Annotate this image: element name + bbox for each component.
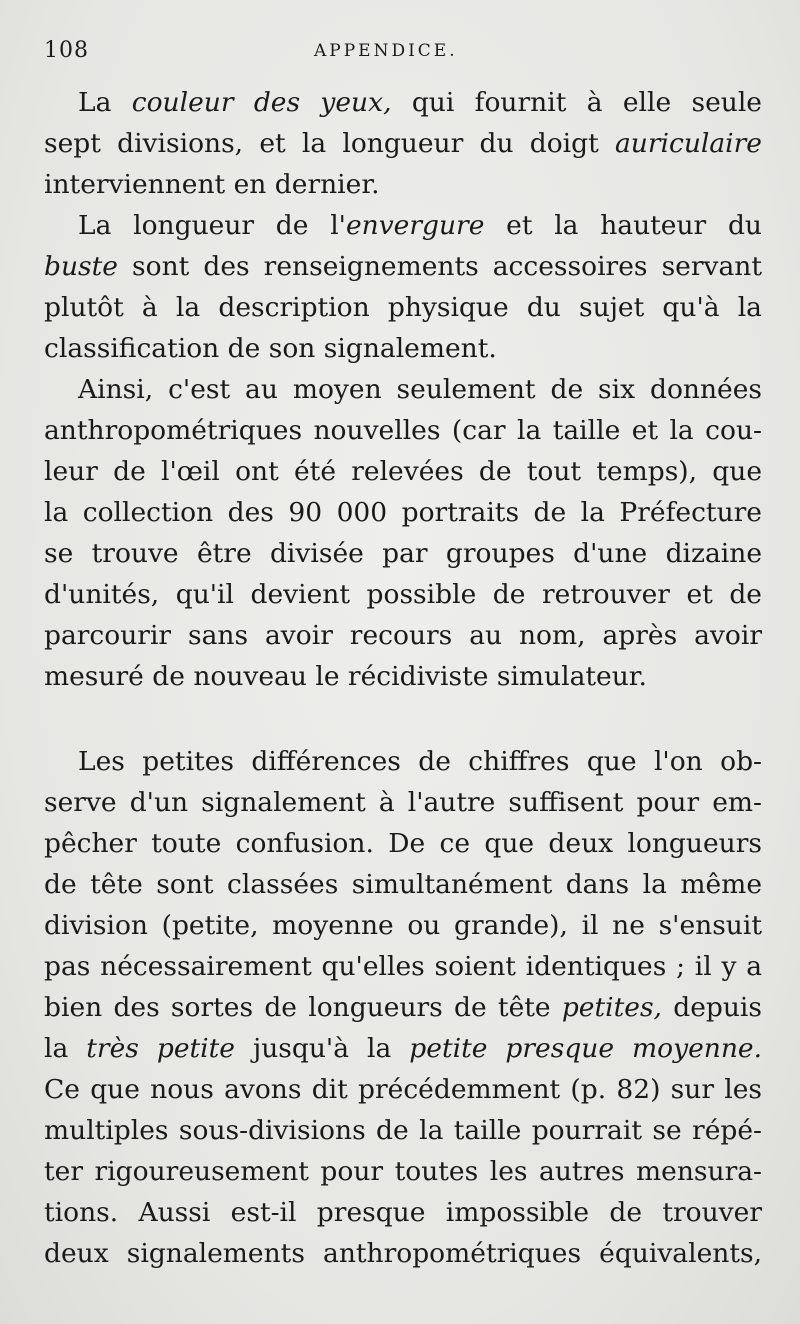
- text-line: la collection des 90 000 portraits de la Préfecture: [44, 497, 762, 528]
- text-line: buste sont des renseignements accessoires servant: [44, 251, 762, 282]
- text-line: Ce que nous avons dit précédemment (p. 82) sur les: [44, 1074, 762, 1105]
- text-line: se trouve être divisée par groupes d'une dizaine: [44, 538, 762, 569]
- text-line: classification de son signalement.: [44, 333, 497, 364]
- text-line: division (petite, moyenne ou grande), il ne s'ensuit: [44, 910, 762, 941]
- paragraph: [44, 741, 762, 1274]
- text-line: serve d'un signalement à l'autre suffisent pour em-: [44, 787, 762, 818]
- paragraph: [44, 82, 762, 205]
- text-line: d'unités, qu'il devient possible de retrouver et de: [44, 579, 762, 610]
- text-line: ter rigoureusement pour toutes les autres mensura-: [44, 1156, 762, 1187]
- text-line: parcourir sans avoir recours au nom, après avoir: [44, 620, 762, 651]
- text-line: de tête sont classées simultanément dans la même: [44, 869, 762, 900]
- text-line: La couleur des yeux, qui fournit à elle seule: [78, 87, 762, 118]
- page-number: 108: [44, 38, 89, 63]
- text-line: sept divisions, et la longueur du doigt auriculaire: [44, 128, 762, 159]
- body-text: [44, 82, 762, 1274]
- text-line: leur de l'œil ont été relevées de tout temps), que: [44, 456, 762, 487]
- text-line: deux signalements anthropométriques équivalents,: [44, 1238, 762, 1269]
- text-line: pêcher toute confusion. De ce que deux longueurs: [44, 828, 762, 859]
- text-line: la très petite jusqu'à la petite presque moyenne.: [44, 1033, 763, 1064]
- text-line: interviennent en dernier.: [44, 169, 380, 200]
- paragraph: [44, 369, 762, 697]
- paragraph: [44, 205, 762, 369]
- text-line: anthropométriques nouvelles (car la taille et la cou-: [44, 415, 762, 446]
- running-title: APPENDICE.: [314, 41, 458, 61]
- text-line: La longueur de l'envergure et la hauteur du: [78, 210, 762, 241]
- text-line: multiples sous-divisions de la taille pourrait se répé-: [44, 1115, 762, 1146]
- text-line: pas nécessairement qu'elles soient identiques ; il y a: [44, 951, 762, 982]
- running-head: [44, 38, 764, 68]
- section-gap: [44, 697, 762, 741]
- text-line: plutôt à la description physique du sujet qu'à la: [44, 292, 762, 323]
- text-line: Les petites différences de chiffres que l'on ob-: [78, 746, 762, 777]
- text-line: Ainsi, c'est au moyen seulement de six données: [78, 374, 762, 405]
- text-line: tions. Aussi est-il presque impossible de trouver: [44, 1197, 762, 1228]
- text-line: bien des sortes de longueurs de tête petites, depuis: [44, 992, 762, 1023]
- text-line: mesuré de nouveau le récidiviste simulateur.: [44, 661, 647, 692]
